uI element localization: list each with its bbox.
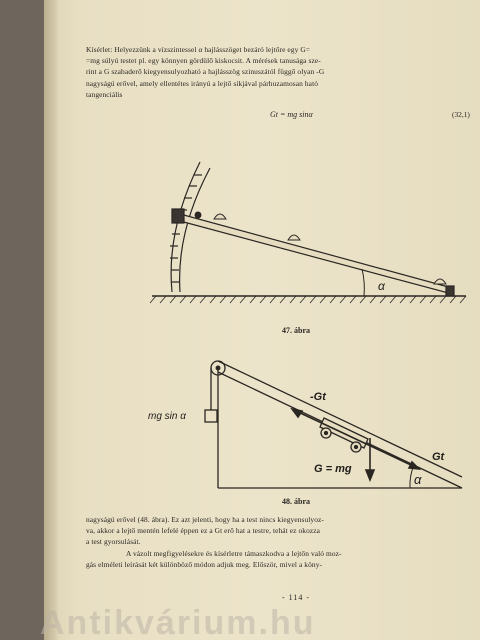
- paragraph-line: rint a G szabaderő kiegyensulyozható a hajlásszög szinuszától függő olyan -G: [86, 67, 325, 77]
- label-gt: Gt: [432, 451, 445, 463]
- figure-47-caption: 47. ábra: [282, 326, 310, 335]
- cart-on-incline: [320, 418, 368, 452]
- incline-plank: [172, 209, 454, 296]
- paragraph-line: A vázolt megfigyelésekre és kísérletre támaszkodva a lejtőn való moz-: [126, 548, 342, 558]
- label-mg-sin-alpha: mg sin α: [148, 411, 186, 422]
- figure-48-caption: 48. ábra: [282, 497, 310, 506]
- paragraph-line: va, akkor a lejtő mentén lefelé éppen ez a Gt erő hat a testre, tehát ez okozza: [86, 526, 321, 536]
- label-g-equals-mg: G = mg: [314, 463, 352, 475]
- angle-label-48: α: [414, 472, 422, 487]
- equation-number: (32,1): [452, 110, 470, 119]
- angle-label-47: α: [378, 279, 385, 293]
- bottom-paragraph: [86, 514, 468, 570]
- ground-hatching: [150, 296, 466, 303]
- page-number: - 114 -: [282, 593, 311, 602]
- paragraph-line: gás elméleti leírását két különböző módon adjuk meg. Először, mivel a köny-: [86, 559, 323, 569]
- paragraph-line: nagyságú erővel, amely ellentétes irányú a lejtő síkjával párhuzamosan ható: [86, 78, 319, 88]
- formula: Gt = mg sinα: [270, 110, 313, 119]
- label-neg-gt: -Gt: [310, 391, 326, 403]
- small-carts: [195, 212, 446, 284]
- paragraph-line: nagyságú erővel (48. ábra). Ez azt jelenti, hogy ha a test nincs kiegyensulyoz-: [86, 515, 324, 524]
- paragraph-line: a test gyorsulását.: [86, 537, 141, 547]
- paragraph-line: =mg súlyú testet pl. egy könnyen gördülő kiskocsit. A mérések tanusága sze-: [86, 56, 321, 66]
- figure-47: [150, 162, 466, 303]
- watermark: Antikvárium.hu: [40, 604, 316, 640]
- hanging-weight: [205, 410, 217, 422]
- paragraph-line: Kísérlet: Helyezzünk a vízszintessel α hajlásszöget bezáró lejtőre egy G=: [86, 45, 311, 54]
- paragraph-line: tangenciális: [86, 89, 123, 99]
- figure-48: [148, 361, 462, 488]
